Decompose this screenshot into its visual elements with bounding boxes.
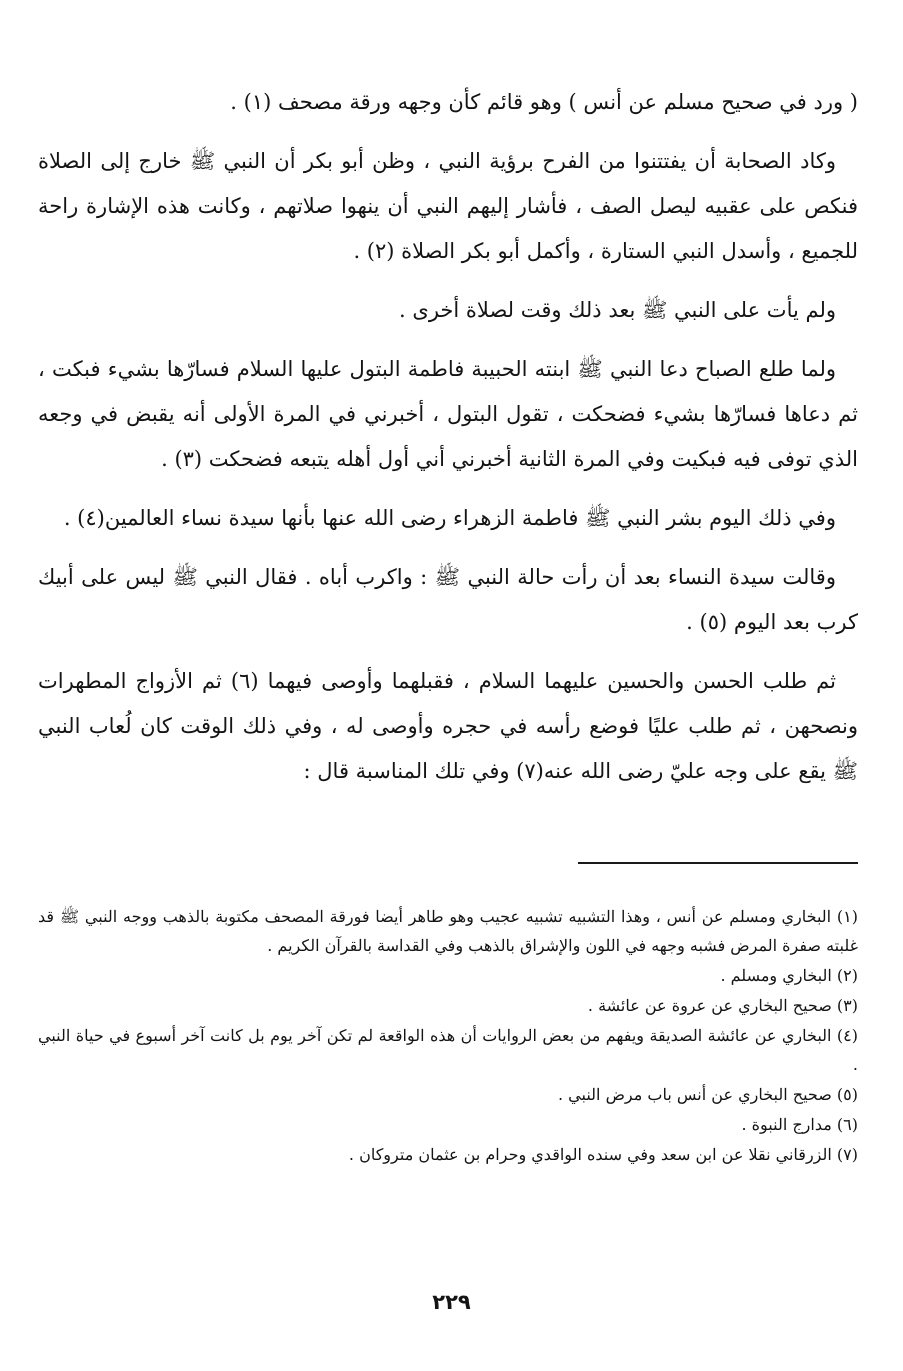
footnotes [38, 902, 858, 1170]
paragraph-6: وقالت سيدة النساء بعد أن رأت حالة النبي ﷺ : واكرب أباه . فقال النبي ﷺ ليس على أبيك كرب بعد اليوم (٥) . [38, 565, 858, 634]
footnote-7: (٧) الزرقاني نقلا عن ابن سعد وفي سنده الواقدي وحرام بن عثمان متروكان . [348, 1145, 858, 1164]
footnote-5: (٥) صحيح البخاري عن أنس باب مرض النبي . [558, 1085, 858, 1104]
page-number: ٢٢٩ [432, 1290, 471, 1314]
footnote-3: (٣) صحيح البخاري عن عروة عن عائشة . [587, 996, 858, 1015]
main-text [38, 80, 858, 808]
footnote-2: (٢) البخاري ومسلم . [720, 966, 858, 985]
footnote-separator [578, 862, 858, 864]
footnote-4: (٤) البخاري عن عائشة الصديقة ويفهم من بعض الروايات أن هذه الواقعة لم تكن آخر يوم بل كانت آخر أسبوع في حياة النبي . [38, 1026, 858, 1074]
paragraph-4: ولما طلع الصباح دعا النبي ﷺ ابنته الحبيبة فاطمة البتول عليها السلام فسارّها بشيء فبكت ، ثم دعاها فسارّها بشيء فضحكت ، تقول البتول ، أخبرني في المرة الأولى أنه يقبض في وجعه الذي توفى فيه فبكيت وفي المرة الثانية أخبرني أني أول أهله يتبعه فضحكت (٣) . [38, 357, 858, 471]
footnote-6: (٦) مدارج النبوة . [741, 1115, 858, 1134]
paragraph-5: وفي ذلك اليوم بشر النبي ﷺ فاطمة الزهراء رضى الله عنها بأنها سيدة نساء العالمين(٤) . [63, 506, 836, 530]
paragraph-2: وكاد الصحابة أن يفتتنوا من الفرح برؤية النبي ، وظن أبو بكر أن النبي ﷺ خارج إلى الصلاة فنكص على عقبيه ليصل الصف ، فأشار إليهم النبي أن ينهوا صلاتهم ، وكانت هذه الإشارة راحة للجميع ، وأسدل النبي الستارة ، وأكمل أبو بكر الصلاة (٢) . [38, 149, 858, 263]
footnote-1: (١) البخاري ومسلم عن أنس ، وهذا التشبيه تشبيه عجيب وهو طاهر أيضا فورقة المصحف مكتوبة بالذهب ووجه النبي ﷺ قد غلبته صفرة المرض فشبه وجهه في اللون والإشراق بالذهب وفي القداسة بالقرآن الكريم . [38, 907, 858, 955]
paragraph-7: ثم طلب الحسن والحسين عليهما السلام ، فقبلهما وأوصى فيهما (٦) ثم الأزواج المطهرات ونصحهن ، ثم طلب عليًا فوضع رأسه في حجره وأوصى له ، وفي ذلك الوقت كان لُعاب النبي ﷺ يقع على وجه عليّ رضى الله عنه(٧) وفي تلك المناسبة قال : [38, 669, 858, 783]
paragraph-3: ولم يأت على النبي ﷺ بعد ذلك وقت لصلاة أخرى . [399, 298, 836, 322]
paragraph-1: ( ورد في صحيح مسلم عن أنس ) وهو قائم كأن وجهه ورقة مصحف (١) . [230, 90, 858, 114]
